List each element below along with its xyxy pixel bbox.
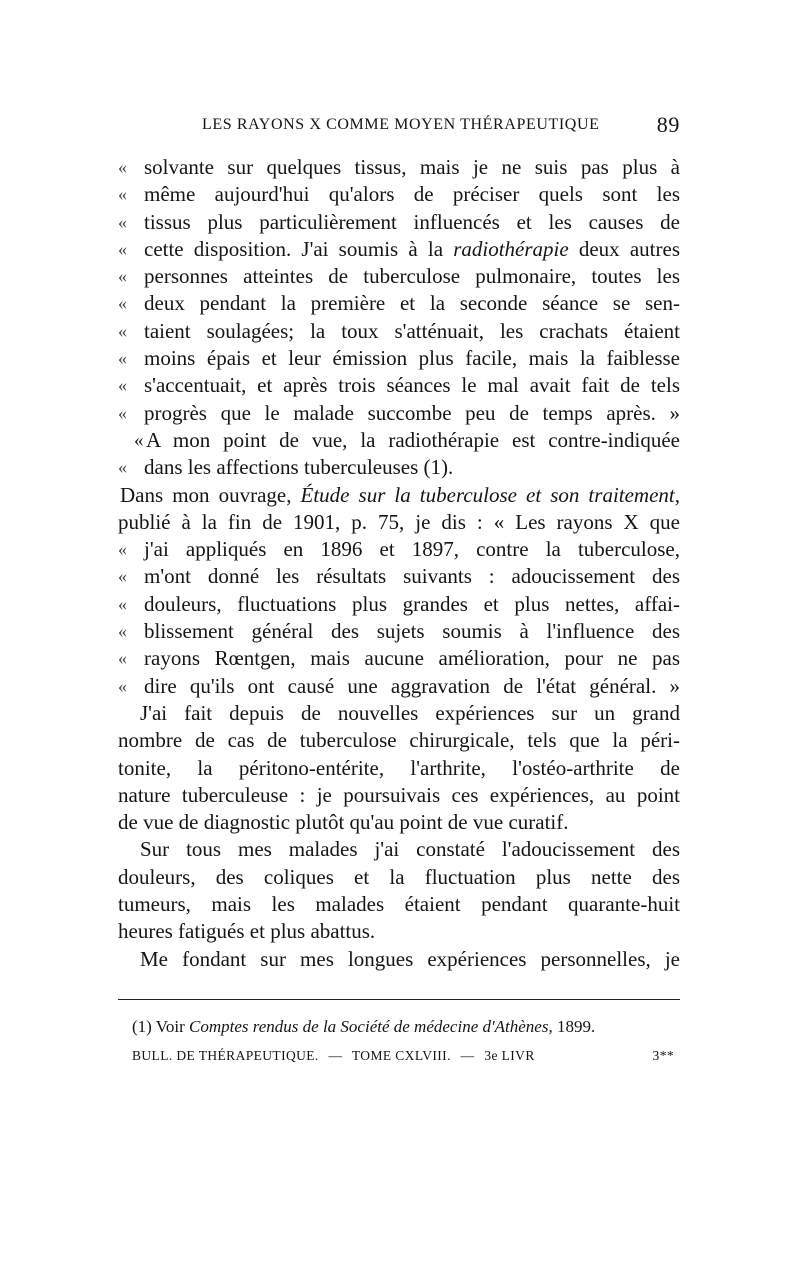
imprint-dash: —	[328, 1048, 343, 1063]
text-line: « progrès que le malade succombe peu de temps après. »	[118, 400, 680, 427]
printer-imprint	[132, 1046, 680, 1066]
footnote	[132, 1016, 680, 1038]
text-line: « m'ont donné les résultats suivants : adoucissement des	[118, 563, 680, 590]
text-line: « douleurs, fluctuations plus grandes et plus nettes, affai-	[118, 591, 680, 618]
text-line: publié à la fin de 1901, p. 75, je dis : « Les rayons X que	[118, 509, 680, 534]
text-line: « deux pendant la première et la seconde séance se sen-	[118, 290, 680, 317]
text-line: nature tuberculeuse : je poursuivais ces expériences, au point	[118, 782, 680, 807]
text-line: tonite, la péritono-entérite, l'arthrite, l'ostéo-arthrite de	[118, 755, 680, 780]
text-line	[118, 236, 680, 263]
bulletin-name: BULL. DE THÉRAPEUTIQUE.	[132, 1048, 319, 1063]
text-line: « A mon point de vue, la radiothérapie est contre-indiquée	[118, 427, 680, 454]
italic-term: radiothérapie	[453, 236, 569, 261]
text-line: « tissus plus particulièrement influencés et les causes de	[118, 209, 680, 236]
text-line: douleurs, des coliques et la fluctuation plus nette des	[118, 864, 680, 889]
text-line: « même aujourd'hui qu'alors de préciser quels sont les	[118, 181, 680, 208]
footnote-text: Voir	[155, 1017, 185, 1036]
text-fragment: deux autres	[578, 236, 680, 261]
text-line: de vue de diagnostic plutôt qu'au point de vue curatif.	[118, 810, 569, 835]
text-line: « dans les affections tuberculeuses (1).	[118, 454, 680, 481]
imprint-dash: —	[460, 1048, 475, 1063]
text-line: Sur tous mes malades j'ai constaté l'adoucissement des	[140, 837, 680, 862]
text-line	[118, 482, 680, 509]
footnote-citation: Comptes rendus de la Société de médecine d'Athènes,	[189, 1017, 553, 1036]
livraison-number: 3e LIVR	[484, 1048, 535, 1063]
text-fragment: Dans mon ouvrage,	[120, 482, 292, 507]
text-line: nombre de cas de tuberculose chirurgicale, tels que la péri-	[118, 728, 680, 753]
text-line: « personnes atteintes de tuberculose pulmonaire, toutes les	[118, 263, 680, 290]
footnote-marker: (1)	[132, 1017, 152, 1036]
text-line: « solvante sur quelques tissus, mais je ne suis pas plus à	[118, 154, 680, 181]
text-fragment: cette disposition. J'ai soumis à la	[144, 236, 444, 261]
signature-mark: 3**	[652, 1048, 674, 1063]
footnote-year: 1899.	[556, 1017, 596, 1036]
running-title: LES RAYONS X COMME MOYEN THÉRAPEUTIQUE	[202, 116, 600, 133]
text-line: « j'ai appliqués en 1896 et 1897, contre la tuberculose,	[118, 536, 680, 563]
text-line: heures fatigués et plus abattus.	[118, 919, 376, 944]
text-line: « blissement général des sujets soumis à l'influence des	[118, 618, 680, 645]
footnote-rule	[118, 999, 680, 1000]
text-line: Me fondant sur mes longues expériences personnelles, je	[140, 946, 680, 971]
page-number: 89	[656, 112, 680, 137]
text-line: « s'accentuait, et après trois séances le mal avait fait de tels	[118, 372, 680, 399]
text-line: tumeurs, mais les malades étaient pendant quarante-huit	[118, 892, 680, 917]
text-line: « dire qu'ils ont causé une aggravation de l'état général. »	[118, 673, 680, 700]
body-text	[118, 154, 680, 973]
text-line: J'ai fait depuis de nouvelles expériences sur un grand	[140, 700, 680, 725]
text-line: « moins épais et leur émission plus facile, mais la faiblesse	[118, 345, 680, 372]
text-line: « rayons Rœntgen, mais aucune amélioration, pour ne pas	[118, 645, 680, 672]
tome-number: TOME CXLVIII.	[351, 1048, 451, 1063]
text-line: « taient soulagées; la toux s'atténuait, les crachats étaient	[118, 318, 680, 345]
italic-title: Étude sur la tuberculose et son traitement,	[300, 482, 680, 507]
